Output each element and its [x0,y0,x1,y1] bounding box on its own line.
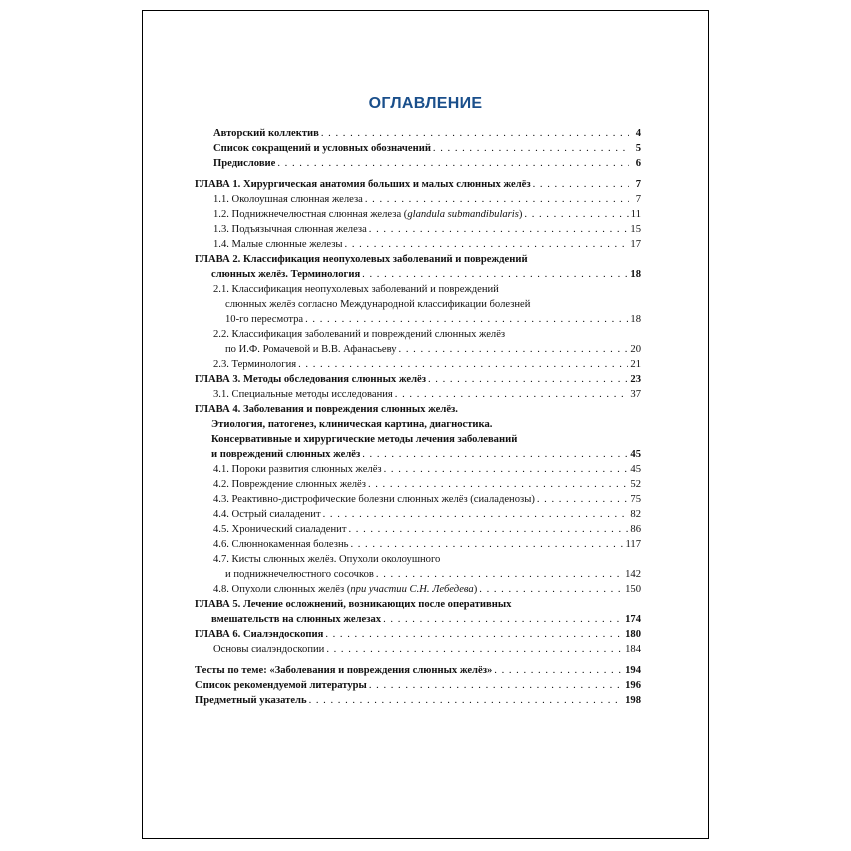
toc-entry-label: Основы сиалэндоскопии [213,644,325,655]
toc-entry-label: 3.1. Специальные методы исследования [213,389,393,400]
toc-section-4-4[interactable] [195,507,641,522]
toc-entry-label: 4.5. Хронический сиаладенит [213,524,347,535]
toc-entry-label [213,207,522,222]
toc-chapter-2-line-2[interactable] [195,267,641,282]
toc-entry-label: 2.2. Классификация заболеваний и повреждений слюнных желёз [213,329,506,340]
toc-entry-label [213,582,477,597]
toc-section-4-5[interactable] [195,522,641,537]
toc-entry-label: ГЛАВА 6. Сиалэндоскопия [195,629,324,640]
toc-section-6-1[interactable] [195,642,641,657]
toc-page-number: 6 [635,158,641,169]
toc-section-1-2[interactable] [195,207,641,222]
toc-entry-label: Авторский коллектив [213,128,319,139]
toc-entry-label-prefix: 4.8. Опухоли слюнных желёз ( [213,584,351,595]
toc-page-number: 196 [625,680,641,691]
toc-section-2-1-line-2[interactable] [195,297,641,312]
leader-dots [365,192,629,207]
leader-dots [309,693,624,708]
toc-entry-label: слюнных желёз согласно Международной классификации болезней [225,299,531,310]
toc-entry-label-prefix: 1.2. Поднижнечелюстная слюнная железа ( [213,209,408,220]
toc-page-number: 180 [625,629,641,640]
toc-entry-label: и повреждений слюнных желёз [211,449,361,460]
leader-dots [305,312,628,327]
toc-page-number: 23 [630,374,641,385]
toc-entry-abbreviations[interactable] [195,141,641,156]
toc-entry-label: ГЛАВА 4. Заболевания и повреждения слюнных желёз. [195,404,458,415]
toc-entry-subject-index[interactable] [195,693,641,708]
toc-page-number: 7 [635,194,641,205]
toc-section-1-1[interactable] [195,192,641,207]
toc-section-1-4[interactable] [195,237,641,252]
leader-dots [384,462,629,477]
toc-section-2-2-line-1[interactable] [195,327,641,342]
table-of-contents [195,126,641,708]
toc-entry-label: 2.1. Классификация неопухолевых заболеваний и повреждений [213,284,499,295]
toc-page-number: 18 [630,269,641,280]
leader-dots [376,567,623,582]
toc-page-number: 52 [630,479,641,490]
leader-dots [369,222,629,237]
toc-page-number: 21 [630,359,641,370]
toc-entry-label: Предметный указатель [195,695,307,706]
toc-entry-label: Консервативные и хирургические методы лечения заболеваний [211,434,518,445]
page-title: ОГЛАВЛЕНИЕ [368,95,483,112]
leader-dots [298,357,628,372]
toc-chapter-2-line-1[interactable] [195,252,641,267]
toc-entry-authors[interactable] [195,126,641,141]
toc-entry-label: 2.3. Терминология [213,359,297,370]
toc-page-number: 45 [630,449,641,460]
toc-entry-label: ГЛАВА 3. Методы обследования слюнных желёз [195,374,426,385]
leader-dots [395,387,629,402]
toc-chapter-4-line-4[interactable] [195,447,641,462]
toc-section-4-2[interactable] [195,477,641,492]
toc-entry-label: Список рекомендуемой литературы [195,680,367,691]
leader-dots [323,507,629,522]
toc-entry-label: 4.2. Повреждение слюнных желёз [213,479,366,490]
toc-page-number: 198 [625,695,641,706]
toc-section-2-1-line-1[interactable] [195,282,641,297]
toc-entry-label: 4.1. Пороки развития слюнных желёз [213,464,382,475]
toc-page-number: 117 [625,539,641,550]
toc-chapter-5-line-1[interactable] [195,597,641,612]
toc-page-number: 11 [630,209,641,220]
toc-page-number: 5 [635,143,641,154]
leader-dots [350,537,623,552]
toc-entry-label: Тесты по теме: «Заболевания и повреждения слюнных желёз» [195,665,493,676]
toc-entry-label-suffix: ) [473,584,478,595]
toc-section-1-3[interactable] [195,222,641,237]
toc-entry-label: 1.4. Малые слюнные железы [213,239,343,250]
toc-page-number: 7 [635,179,641,190]
toc-entry-label-suffix: ) [518,209,523,220]
toc-page-number: 15 [630,224,641,235]
leader-dots [325,627,623,642]
toc-chapter-3[interactable] [195,372,641,387]
leader-dots [433,141,629,156]
toc-section-4-1[interactable] [195,462,641,477]
toc-entry-label: 1.1. Околоушная слюнная железа [213,194,363,205]
toc-entry-label: ГЛАВА 2. Классификация неопухолевых заболеваний и повреждений [195,254,528,265]
toc-page-number: 184 [625,644,641,655]
toc-entry-label: вмешательств на слюнных железах [211,614,382,625]
toc-section-2-3[interactable] [195,357,641,372]
toc-entry-label-contributor: при участии С.Н. Лебедева [350,584,474,595]
toc-page-number: 37 [630,389,641,400]
toc-chapter-5-line-2[interactable] [195,612,641,627]
toc-entry-label: ГЛАВА 5. Лечение осложнений, возникающих после оперативных [195,599,512,610]
toc-page-number: 194 [625,665,641,676]
leader-dots [524,207,628,222]
leader-dots [277,156,629,171]
leader-dots [362,447,628,462]
toc-section-4-7-line-2[interactable] [195,567,641,582]
toc-entry-label: и поднижнечелюстного сосочков [225,569,374,580]
toc-page-number: 142 [625,569,641,580]
toc-entry-label: ГЛАВА 1. Хирургическая анатомия больших и малых слюнных желёз [195,179,531,190]
toc-section-3-1[interactable] [195,387,641,402]
toc-page-number: 75 [630,494,641,505]
toc-entry-label: 4.4. Острый сиаладенит [213,509,321,520]
toc-chapter-6[interactable] [195,627,641,642]
leader-dots [368,477,628,492]
toc-entry-label: 4.3. Реактивно-дистрофические болезни слюнных желёз (сиаладенозы) [213,494,535,505]
toc-chapter-4-line-2[interactable] [195,417,641,432]
leader-dots [345,237,629,252]
toc-entry-preface[interactable] [195,156,641,171]
toc-entry-label: по И.Ф. Ромачевой и В.В. Афанасьеву [225,344,397,355]
toc-section-4-3[interactable] [195,492,641,507]
toc-page-number: 20 [630,344,641,355]
leader-dots [533,177,629,192]
toc-entry-label: Список сокращений и условных обозначений [213,143,431,154]
leader-dots [326,642,623,657]
toc-page-number: 45 [630,464,641,475]
toc-entry-label: 10-го пересмотра [225,314,304,325]
toc-page-number: 17 [630,239,641,250]
toc-chapter-4-line-3[interactable] [195,432,641,447]
leader-dots [383,612,623,627]
toc-entry-label: Предисловие [213,158,276,169]
toc-page-number: 82 [630,509,641,520]
leader-dots [369,678,623,693]
toc-section-2-2-line-2[interactable] [195,342,641,357]
toc-entry-bibliography[interactable] [195,678,641,693]
leader-dots [494,663,623,678]
toc-entry-label: 4.6. Слюннокаменная болезнь [213,539,349,550]
toc-entry-tests[interactable] [195,663,641,678]
toc-chapter-4-line-1[interactable] [195,402,641,417]
leader-dots [362,267,628,282]
toc-page-number: 86 [630,524,641,535]
toc-entry-label: 4.7. Кисты слюнных желёз. Опухоли околоушного [213,554,441,565]
toc-page-number: 174 [625,614,641,625]
leader-dots [537,492,629,507]
toc-section-4-8[interactable] [195,582,641,597]
toc-page-number: 4 [635,128,641,139]
toc-section-4-6[interactable] [195,537,641,552]
leader-dots [399,342,629,357]
toc-section-2-1-line-3[interactable] [195,312,641,327]
toc-entry-label: слюнных желёз. Терминология [211,269,361,280]
document-page [142,10,709,839]
toc-page-number: 150 [625,584,641,595]
toc-entry-label-latin: glandula submandibularis [407,209,519,220]
toc-page-number: 18 [630,314,641,325]
leader-dots [428,372,628,387]
toc-entry-label: Этиология, патогенез, клиническая картина, диагностика. [211,419,493,430]
leader-dots [321,126,629,141]
toc-entry-label: 1.3. Подъязычная слюнная железа [213,224,367,235]
toc-chapter-1[interactable] [195,177,641,192]
leader-dots [479,582,623,597]
toc-section-4-7-line-1[interactable] [195,552,641,567]
leader-dots [348,522,628,537]
